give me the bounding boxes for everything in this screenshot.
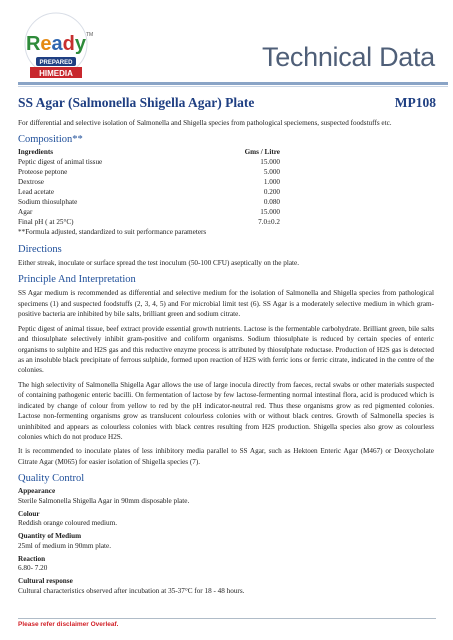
principle-heading: Principle And Interpretation	[18, 274, 136, 286]
product-title-row	[18, 95, 434, 111]
qc-value: Cultural characteristics observed after incubation at 35-37°C for 18 - 48 hours.	[18, 586, 245, 595]
ingredient-amount: 1.000	[263, 178, 280, 187]
ingredient-amount: 0.200	[263, 188, 280, 197]
composition-row	[18, 178, 434, 188]
composition-row	[18, 168, 434, 178]
composition-row	[18, 198, 434, 208]
principle-paragraph: The high selectivity of Salmonella Shigella Agar allows the use of large inocula directly from faeces, rectal swabs or other materials suspected of containing pathogenic enteric bacilli. On fermentation of lactose by few lactose-fermenting normal intestinal flora, acid is produced which is indicated by change of colour from yellow to red by the pH indicator-neutral red. Thus these organisms grow as red pigmented colonies. Lactose non-fermenting organisms grow as translucent colourless colonies with or without black centres. Growth of Salmonella species is uninhibited and appears as colourless colonies with black centres resulting from H2S production. Shigella species also grow as colourless colonies which do not produce H2S.	[18, 380, 434, 441]
ingredient-amount: 0.080	[263, 198, 280, 207]
ingredient-amount: 5.000	[263, 168, 280, 177]
amount-column-header: Gms / Litre	[244, 148, 280, 157]
composition-row	[18, 208, 434, 218]
composition-header-row	[18, 148, 434, 158]
ingredient-name: Sodium thiosulphate	[18, 198, 78, 207]
ingredient-amount: 7.0±0.2	[258, 218, 280, 226]
document-type-title: Technical Data	[262, 42, 435, 72]
header-divider	[18, 82, 448, 85]
directions-heading: Directions	[18, 243, 62, 255]
ingredient-amount: 15.000	[260, 158, 280, 167]
directions-text: Either streak, inoculate or surface spread the test inoculum (50-100 CFU) aseptically on the plate.	[18, 258, 300, 267]
qc-label: Appearance	[18, 487, 56, 496]
quality-control-heading: Quality Control	[18, 473, 85, 485]
ingredient-name: Lead acetate	[18, 188, 55, 197]
composition-row	[18, 188, 434, 198]
composition-note: **Formula adjusted, standardized to suit performance parameters	[18, 227, 207, 236]
svg-text:Ready: Ready	[25, 33, 87, 55]
ingredients-column-header: Ingredients	[18, 148, 54, 157]
svg-text:TM: TM	[86, 32, 94, 38]
qc-value: 25ml of medium in 90mm plate.	[18, 541, 112, 550]
principle-paragraph: It is recommended to inoculate plates of less inhibitory media parallel to SS Agar, such as Hektoen Enteric Agar (M467) or Deoxycholate Citrate Agar (M065) for easier isolation of Shigella species (7).	[18, 447, 434, 466]
composition-heading: Composition**	[18, 134, 83, 146]
qc-label: Cultural response	[18, 577, 73, 586]
qc-value: 6.80- 7.20	[18, 564, 48, 573]
ingredient-name: Final pH ( at 25°C)	[18, 218, 74, 226]
principle-paragraph: Peptic digest of animal tissue, beef extract provide essential growth nutrients. Lactose is the fermentable carbohydrate. Brilliant green, bile salts and thiosulphate selectively inhibit gram-positive and coliform organisms. Sodium thiosulphate is reduced by certain species of enteric organisms to sulphite and H2S gas and this reductive enzyme process is attributed by thiosulphate reductase. Production of H2S gas is detected as an insoluble black precipitate of ferrous sulphide, formed upon reaction of H2S with ferric ions or ferric citrate, indicated in the centre of the colonies.	[18, 324, 434, 375]
intended-use: For differential and selective isolation of Salmonella and Shigella species from pathological speciemens, suspected foodstuffs etc.	[18, 119, 392, 127]
product-title: SS Agar (Salmonella Shigella Agar) Plate	[18, 95, 255, 110]
qc-label: Quantity of Medium	[18, 532, 82, 541]
footer-divider	[18, 618, 436, 619]
composition-row	[18, 158, 434, 168]
ready-prepared-himedia-logo	[10, 10, 102, 86]
qc-label: Colour	[18, 509, 40, 518]
composition-row	[18, 218, 434, 228]
qc-label: Reaction	[18, 554, 46, 563]
ingredient-name: Agar	[18, 208, 33, 217]
header-divider-thin	[18, 86, 448, 87]
svg-text:PREPARED: PREPARED	[39, 60, 73, 66]
ingredient-name: Dextrose	[18, 178, 44, 187]
ingredient-name: Proteose peptone	[18, 168, 68, 177]
svg-text:HIMEDIA: HIMEDIA	[39, 69, 73, 78]
principle-paragraph: SS Agar medium is recommended as differential and selective medium for the isolation of Salmonella and Shigella species from pathological specimens (1) and suspected foodstuffs (2, 3, 4, 5) and For microbial limit test (6). SS Agar is a moderately selective medium in which gram-positive bacteria are inhibited by bile salts, brilliant green and sodium citrate.	[18, 289, 434, 319]
page-header	[0, 0, 453, 90]
qc-value: Reddish orange coloured medium.	[18, 519, 118, 528]
qc-value: Sterile Salmonella Shigella Agar in 90mm disposable plate.	[18, 497, 190, 506]
product-code: MP108	[394, 95, 436, 110]
ingredient-amount: 15.000	[260, 208, 280, 217]
ingredient-name: Peptic digest of animal tissue	[18, 158, 103, 167]
disclaimer-note: Please refer disclaimer Overleaf.	[18, 621, 119, 628]
main-content	[18, 95, 434, 597]
